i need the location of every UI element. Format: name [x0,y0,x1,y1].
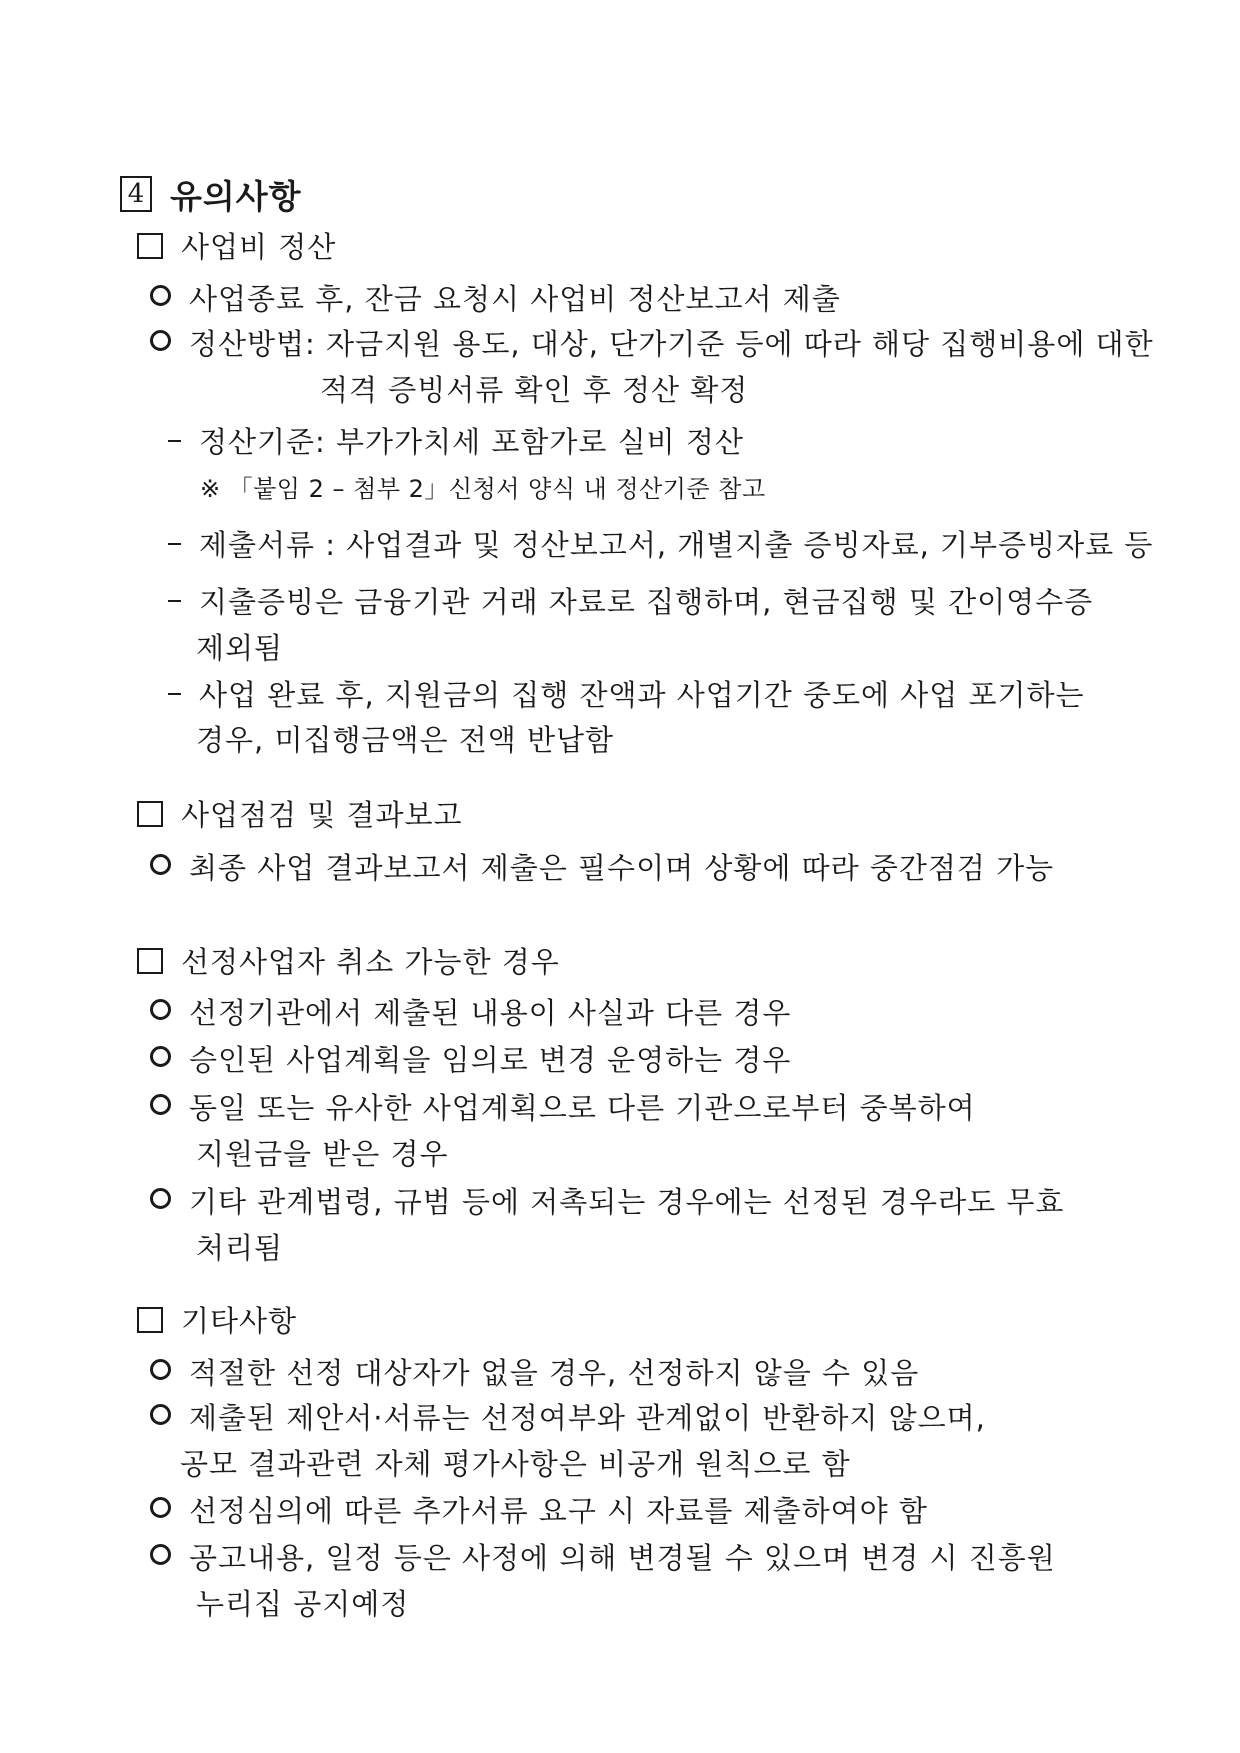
cancellation-bullet-2: 승인된 사업계획을 임의로 변경 운영하는 경우 [150,1040,791,1080]
etc-bullet-1: 적절한 선정 대상자가 없을 경우, 선정하지 않을 수 있음 [150,1353,919,1393]
settlement-dash-1: 정산기준: 부가가치세 포함가로 실비 정산 [168,422,744,462]
section-number: 4 [120,176,152,212]
etc-bullet-4: 공고내용, 일정 등은 사정에 의해 변경될 수 있으며 변경 시 진흥원 [150,1538,1056,1578]
circle-bullet-icon [150,285,171,306]
section-title: 유의사항 [170,176,302,216]
section-heading [120,172,302,216]
settlement-dash-2: 제출서류 : 사업결과 및 정산보고서, 개별지출 증빙자료, 기부증빙자료 등 [168,525,1153,565]
settlement-dash-4-cont: 경우, 미집행금액은 전액 반납함 [196,723,615,757]
dash-bullet-icon [168,440,181,442]
settlement-note: ※ 「붙임 2 – 첨부 2」신청서 양식 내 정산기준 참고 [200,469,766,509]
cancellation-bullet-1: 선정기관에서 제출된 내용이 사실과 다른 경우 [150,993,791,1033]
etc-bullet-3: 선정심의에 따른 추가서류 요구 시 자료를 제출하여야 함 [150,1491,928,1531]
etc-bullet-2: 제출된 제안서·서류는 선정여부와 관계없이 반환하지 않으며, [150,1398,986,1438]
settlement-bullet-2-cont: 적격 증빙서류 확인 후 정산 확정 [320,373,749,407]
dash-bullet-icon [168,600,181,602]
cancellation-bullet-4: 기타 관계법령, 규범 등에 저촉되는 경우에는 선정된 경우라도 무효 [150,1182,1064,1222]
cancellation-bullet-4-cont: 처리됨 [196,1231,284,1265]
settlement-dash-3: 지출증빙은 금융기관 거래 자료로 집행하며, 현금집행 및 간이영수증 [168,582,1093,622]
settlement-dash-3-cont: 제외됨 [196,631,284,665]
dash-bullet-icon [168,693,181,695]
cancellation-bullet-3: 동일 또는 유사한 사업계획으로 다른 기관으로부터 중복하여 [150,1088,976,1128]
checkbox-square-icon [137,948,163,974]
circle-bullet-icon [150,1404,171,1425]
cancellation-bullet-3-cont: 지원금을 받은 경우 [196,1137,449,1171]
settlement-dash-4: 사업 완료 후, 지원금의 집행 잔액과 사업기간 중도에 사업 포기하는 [168,675,1085,715]
checkbox-square-icon [137,1307,163,1333]
circle-bullet-icon [150,1188,171,1209]
circle-bullet-icon [150,1094,171,1115]
settlement-bullet-2: 정산방법: 자금지원 용도, 대상, 단가기준 등에 따라 해당 집행비용에 대한 [150,324,1154,364]
circle-bullet-icon [150,999,171,1020]
settlement-heading: 사업비 정산 [137,227,336,267]
circle-bullet-icon [150,1497,171,1518]
checkbox-square-icon [137,801,163,827]
circle-bullet-icon [150,1544,171,1565]
cancellation-heading: 선정사업자 취소 가능한 경우 [137,942,560,982]
circle-bullet-icon [150,330,171,351]
etc-bullet-2-cont: 공모 결과관련 자체 평가사항은 비공개 원칙으로 함 [180,1447,851,1481]
etc-bullet-4-cont: 누리집 공지예정 [196,1587,410,1621]
dash-bullet-icon [168,543,181,545]
circle-bullet-icon [150,1046,171,1067]
etc-heading: 기타사항 [137,1301,297,1341]
reference-mark: ※ [200,475,221,503]
settlement-bullet-1: 사업종료 후, 잔금 요청시 사업비 정산보고서 제출 [150,279,841,319]
inspection-bullet-1: 최종 사업 결과보고서 제출은 필수이며 상황에 따라 중간점검 가능 [150,848,1054,888]
circle-bullet-icon [150,854,171,875]
inspection-heading: 사업점검 및 결과보고 [137,795,463,835]
circle-bullet-icon [150,1359,171,1380]
checkbox-square-icon [137,233,163,259]
